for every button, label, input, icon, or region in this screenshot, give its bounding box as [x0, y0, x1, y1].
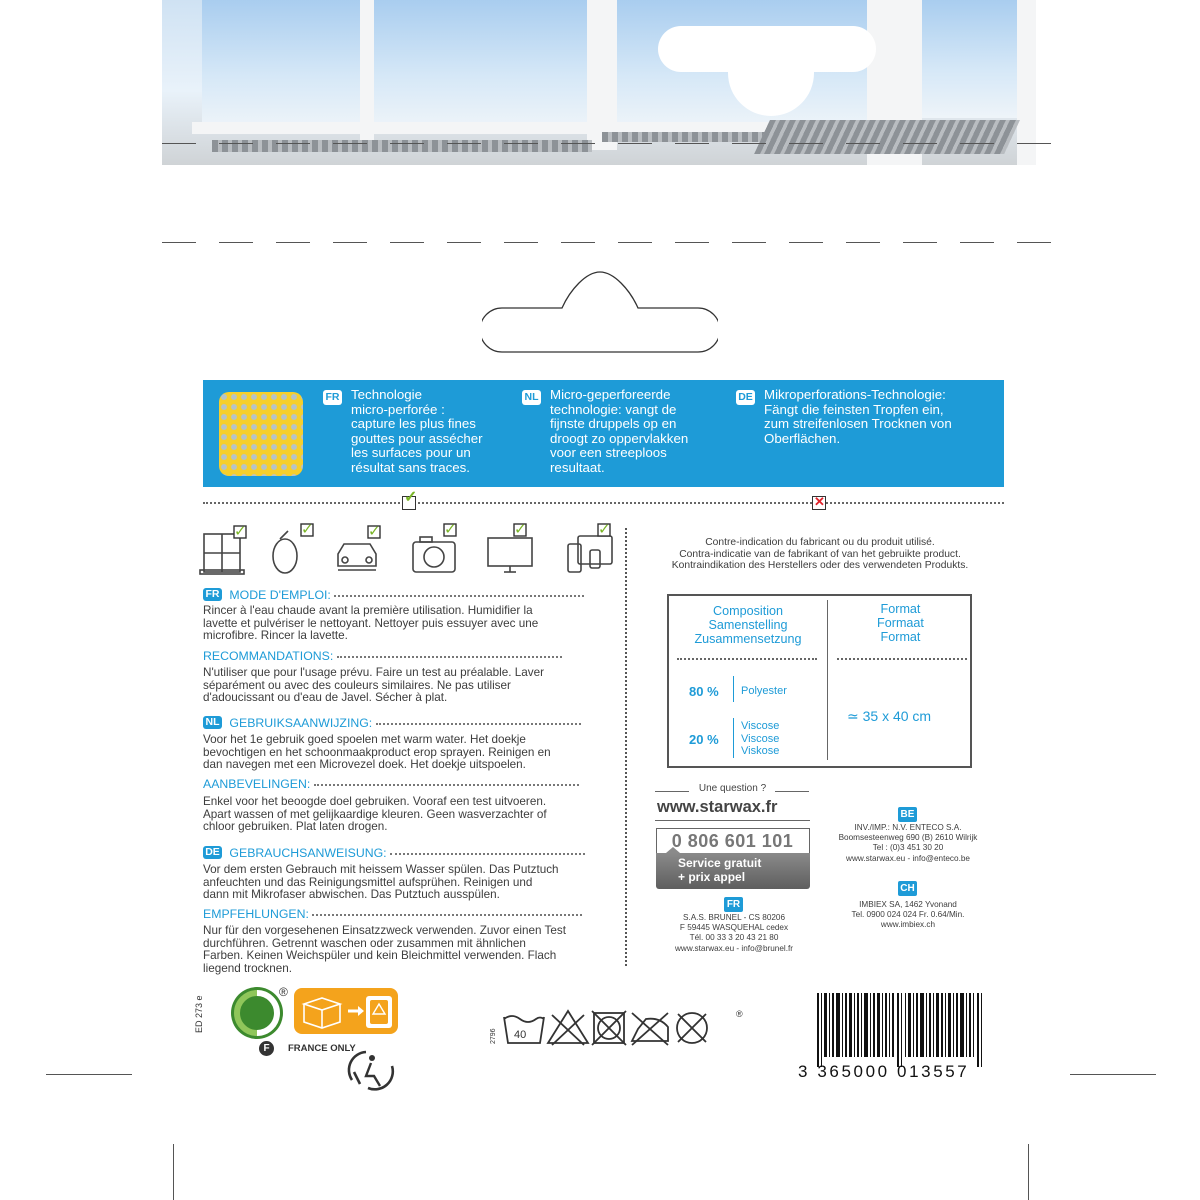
triman-person-icon: [344, 1046, 400, 1092]
crop-mark: [46, 1074, 132, 1075]
hanger-hole-outline: [482, 268, 718, 356]
f-recycling-mark: F: [259, 1041, 274, 1056]
polyester-label: Polyester: [741, 685, 787, 697]
nl-aanbevelingen-heading: AANBEVELINGEN:: [203, 777, 579, 791]
address-be: INV./IMP.: N.V. ENTECO S.A. Boomsesteenweg 690 (B) 2610 Wilrijk Tel : (0)3 451 30 20 www.starwax.eu - info@enteco.be: [838, 823, 978, 863]
de-empfehlungen-text: Nur für den vorgesehenen Einsatzzweck verwenden. Zuvor einen Test durchführen. Getrennt waschen oder zusammen mit ähnlichen Farben. Keinen Weichspüler und kein Bleichmittel verwenden. Flach liegend trocknen.: [203, 924, 566, 976]
unsuitable-cross-icon: ✕: [814, 494, 825, 509]
svg-text:✓: ✓: [444, 520, 457, 538]
registered-mark: ®: [279, 985, 288, 999]
website-link[interactable]: www.starwax.fr: [657, 798, 778, 816]
window-icon: [200, 534, 244, 574]
nl-gebruiksaanwijzing-text: Voor het 1e gebruik goed spoelen met warm water. Het doekje bevochtigen en het schoonmaakproduct erop sprayen. Reinigen en dan navegen met een Microvezel doek. Het doekje uitspoelen.: [203, 733, 551, 772]
france-only-label: FRANCE ONLY: [288, 1043, 356, 1054]
viscose-percent: 20 %: [689, 732, 719, 747]
de-gebrauchsanweisung-text: Vor dem ersten Gebrauch mit heissem Wasser spülen. Das Putztuch anfeuchten und das Reinigungsmittel aufsprühen. Reinigen und dann mit Mikrofaser abwischen. Das Putztuch ausspülen.: [203, 863, 559, 902]
feature-text-de: Mikroperforations-Technologie: Fängt die feinsten Tropfen ein, zum streifenlosen Trocknen von Oberflächen.: [764, 387, 952, 446]
barcode-number: 3 365000 013557: [798, 1062, 970, 1081]
care-registered-mark: ®: [736, 1009, 743, 1019]
devices-icon: [568, 536, 612, 572]
feature-text-nl: Micro-geperforeerde technologie: vangt de fijnste druppels op en droogt zo oppervlakken voor een streeploos resultaat.: [550, 387, 689, 475]
usage-icons-row: [198, 520, 618, 576]
separator-dotted: [203, 502, 1004, 504]
polyester-percent: 80 %: [689, 684, 719, 699]
column-divider: [625, 528, 627, 966]
feature-text-fr: Technologie micro-perforée : capture les plus fines gouttes pour assécher les surfaces pour un résultat sans traces.: [351, 387, 483, 475]
car-icon: [338, 544, 376, 570]
crop-mark: [1070, 1074, 1156, 1075]
fold-line-middle: [162, 242, 1062, 243]
de-gebrauchsanweisung-heading: DE GEBRAUCHSANWEISUNG:: [203, 846, 585, 860]
product-photo-windows: [162, 0, 1036, 165]
address-ch: IMBIEX SA, 1462 Yvonand Tel. 0900 024 024 Fr. 0.64/Min. www.imbiex.ch: [851, 900, 965, 930]
flag-fr: FR: [323, 390, 342, 405]
flag-ch-contact: CH: [898, 878, 917, 896]
composition-table: [667, 594, 972, 768]
viscose-labels: Viscose Viscose Viskose: [741, 720, 780, 757]
flag-de: DE: [736, 390, 755, 405]
format-value: ≃ 35 x 40 cm: [847, 708, 932, 724]
flag-fr-contact: FR: [724, 894, 743, 912]
mirror-icon: [273, 531, 297, 573]
fold-line-top: [162, 143, 1062, 144]
de-empfehlungen-heading: EMPFEHLUNGEN:: [203, 907, 582, 921]
phone-number: 0 806 601 101: [671, 831, 794, 851]
camera-icon: [413, 537, 455, 572]
flag-be-contact: BE: [898, 804, 917, 822]
fr-mode-emploi-heading: FR MODE D'EMPLOI:: [203, 588, 584, 602]
tv-screen-icon: [488, 538, 532, 572]
suitable-check-icon: ✓: [402, 496, 416, 510]
triman-sorting-logo: [294, 988, 398, 1034]
nl-aanbevelingen-text: Enkel voor het beoogde doel gebruiken. Vooraf een test uitvoeren. Apart wassen of met gelijkaardige kleuren. Geen wasverzachter of chloor gebruiken. Plat laten drogen.: [203, 795, 547, 834]
svg-text:✓: ✓: [598, 520, 611, 538]
crop-mark: [173, 1144, 174, 1200]
microperforated-swatch-image: [219, 392, 303, 476]
care-symbols: [500, 1005, 750, 1049]
fr-mode-emploi-text: Rincer à l'eau chaude avant la première utilisation. Humidifier la lavette et pulvériser le nettoyant. Nettoyer puis essuyer avec une microfibre. Rincer la lavette.: [203, 604, 539, 643]
flag-nl: NL: [522, 390, 541, 405]
format-header: Format Formaat Format: [877, 602, 924, 645]
svg-text:✓: ✓: [514, 520, 527, 538]
address-fr: S.A.S. BRUNEL - CS 80206 F 59445 WASQUEHAL cedex Tél. 00 33 3 20 43 21 80 www.starwax.eu - info@brunel.fr: [675, 913, 793, 953]
crop-mark: [1028, 1144, 1029, 1200]
edition-code: ED 273 e: [194, 995, 204, 1033]
composition-header: Composition Samenstelling Zusammensetzung: [694, 604, 802, 647]
svg-text:✓: ✓: [301, 520, 314, 538]
question-label-row: Une question ?: [655, 783, 810, 801]
fr-recommandations-text: N'utiliser que pour l'usage prévu. Faire un test au préalable. Laver séparément ou avec des couleurs similaires. Ne pas utiliser d'adoucissant ou d'eau de Javel. Sécher à plat.: [203, 666, 544, 705]
service-badge: Service gratuit + prix appel: [656, 853, 810, 889]
contra-indication-text: Contre-indication du fabricant ou du produit utilisé. Contra-indicatie van de fabrikant of van het gebruikte product. Kontraindikation des Herstellers oder des verwendeten Produkts.: [671, 537, 969, 572]
svg-text:✓: ✓: [368, 522, 381, 540]
wash-temp-label: 40: [514, 1029, 527, 1041]
fr-recommandations-heading: RECOMMANDATIONS:: [203, 649, 562, 663]
svg-text:✓: ✓: [234, 522, 247, 540]
care-code: 2796: [490, 1028, 497, 1044]
barcode-image: [817, 993, 983, 1067]
nl-gebruiksaanwijzing-heading: NL GEBRUIKSAANWIJZING:: [203, 716, 581, 730]
